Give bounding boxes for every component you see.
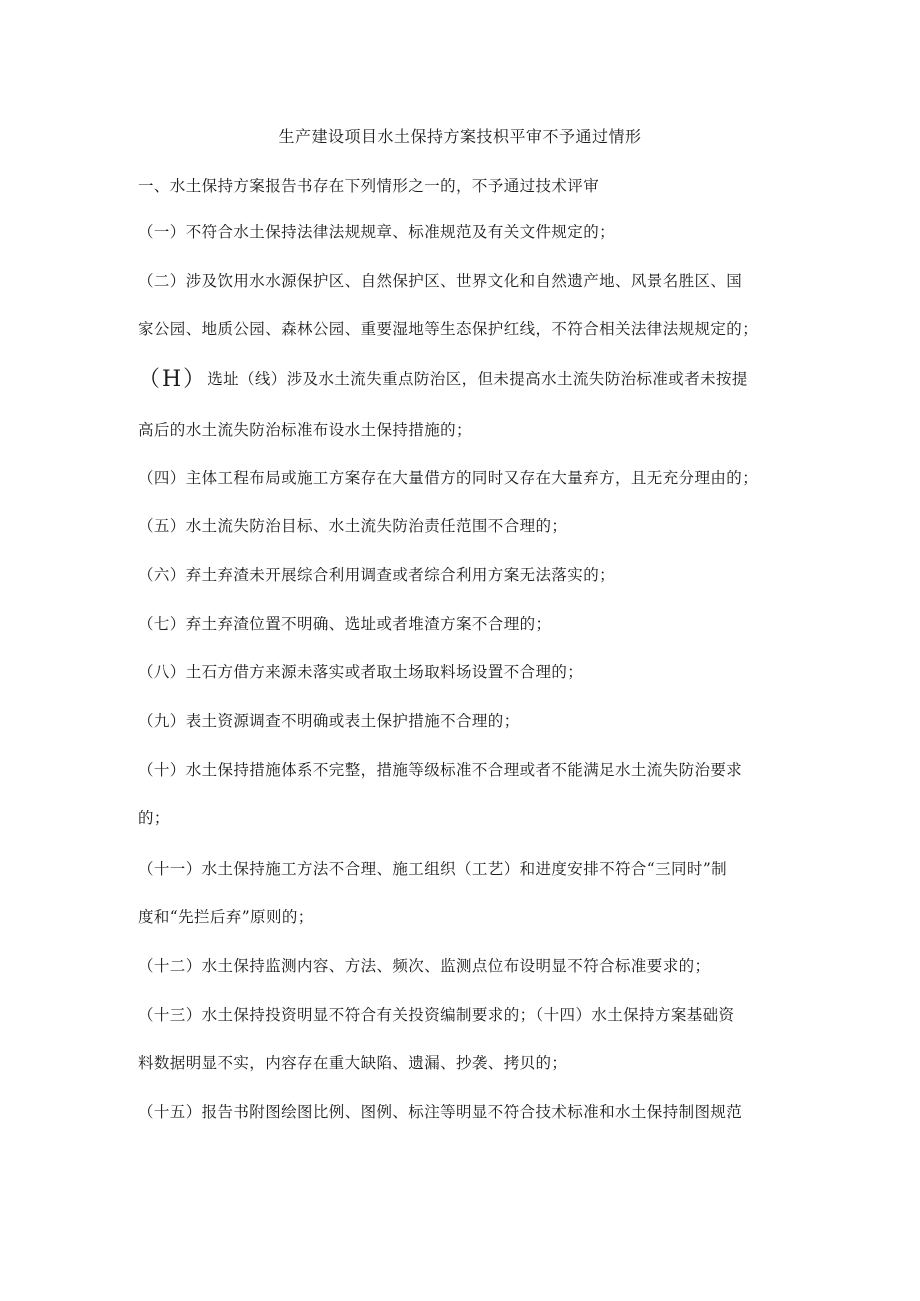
clause-3-line-1	[138, 367, 788, 392]
clause-13-line-1: （十三）水土保持投资明显不符合有关投资编制要求的；（十四）水土保持方案基础资	[138, 1006, 735, 1024]
clause-3-line-2: 高后的水土流失防治标准布设水土保持措施的；	[138, 421, 472, 439]
clause-7: （七）弃土弃渣位置不明确、选址或者堆渣方案不合理的；	[138, 615, 552, 633]
clause-3-text: 选址（线）涉及水土流失重点防治区，但未提高水土流失防治标准或者未按提	[207, 370, 748, 388]
clause-2-line-1: （二）涉及饮用水水源保护区、自然保护区、世界文化和自然遗产地、风景名胜区、国	[138, 272, 743, 290]
clause-12: （十二）水土保持监测内容、方法、频次、监测点位布设明显不符合标准要求的；	[138, 957, 711, 975]
document-title: 生产建设项目水土保持方案技枳平审不予通过情形	[278, 127, 642, 146]
clause-1: （一）不符合水土保持法律法规规章、标准规范及有关文件规定的；	[138, 223, 616, 241]
clause-10-line-2: 的；	[138, 809, 170, 827]
clause-4: （四）主体工程布局或施工方案存在大量借方的同时又存在大量弃方，且无充分理由的；	[138, 469, 759, 487]
clause-11-line-1: （十一）水土保持施工方法不合理、施工组织（工艺）和进度安排不符合“三同时”制	[138, 860, 728, 878]
clause-5: （五）水土流失防治目标、水土流失防治责任范围不合理的；	[138, 517, 568, 535]
section-heading: 一、水土保持方案报告书存在下列情形之一的，不予通过技术评审	[138, 177, 600, 195]
clause-8: （八）土石方借方来源未落实或者取土场取料场设置不合理的；	[138, 663, 584, 681]
clause-6: （六）弃土弃渣未开展综合利用调查或者综合利用方案无法落实的；	[138, 566, 616, 584]
clause-10-line-1: （十）水土保持措施体系不完整，措施等级标准不合理或者不能满足水土流失防治要求	[138, 761, 743, 779]
clause-3-marker: （H）	[138, 367, 208, 392]
clause-15: （十五）报告书附图绘图比例、图例、标注等明显不符合技术标准和水土保持制图规范	[138, 1103, 743, 1121]
clause-13-line-2: 料数据明显不实，内容存在重大缺陷、遗漏、抄袭、拷贝的；	[138, 1054, 568, 1072]
clause-2-line-2: 家公园、地质公园、森林公园、重要湿地等生态保护红线，不符合相关法律法规规定的；	[138, 320, 759, 338]
clause-11-line-2: 度和“先拦后弃”原则的；	[138, 908, 314, 926]
clause-9: （九）表土资源调查不明确或表土保护措施不合理的；	[138, 712, 520, 730]
